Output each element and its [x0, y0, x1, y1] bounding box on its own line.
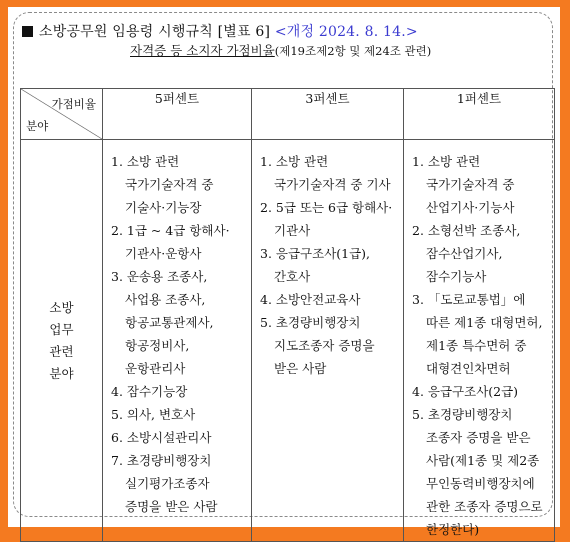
field-label: 소방 업무 관련 분야: [49, 299, 74, 381]
list-item: 3. 「도로교통법」에 따른 제1종 대형면허, 제1종 특수면허 중 대형견인차면허: [412, 292, 543, 376]
list-5pct: [103, 140, 251, 518]
document-page: [8, 7, 560, 537]
subtitle-reference: (제19조제2항 및 제24조 관련): [274, 44, 432, 58]
list-item: 3. 응급구조사(1급), 간호사: [260, 246, 371, 284]
table-row: [21, 140, 555, 542]
list-item: 2. 소형선박 조종사, 잠수산업기사, 잠수기능사: [412, 223, 521, 284]
cell-5pct: [103, 140, 252, 542]
list-item: 1. 소방 관련 국가기술자격 중 기술사·기능장: [111, 154, 214, 215]
title-text: 소방공무원 임용령 시행규칙 [별표 6]: [39, 24, 271, 40]
bonus-ratio-table: [20, 88, 555, 542]
list-item: 7. 초경량비행장치 실기평가조종자 증명을 받은 사람: [111, 453, 218, 514]
list-item: 4. 응급구조사(2급): [412, 384, 519, 399]
list-item: 1. 소방 관련 국가기술자격 중 기사: [260, 154, 391, 192]
list-item: 4. 잠수기능장: [111, 384, 188, 399]
corner-label-ratio: 가점비율: [51, 97, 96, 111]
list-item: 6. 소방시설관리사: [111, 430, 212, 445]
document-subtitle: [130, 41, 431, 59]
field-label-cell: [21, 140, 103, 542]
subtitle-text: 자격증 등 소지자 가점비율: [130, 43, 275, 58]
list-3pct: [252, 140, 403, 380]
column-header-3pct: 3퍼센트: [252, 89, 404, 140]
list-item: 2. 5급 또는 6급 항해사·기관사: [260, 200, 393, 238]
revision-date: <개정 2024. 8. 14.>: [274, 24, 418, 40]
table-header-row: [21, 89, 555, 140]
column-header-1pct: 1퍼센트: [404, 89, 555, 140]
document-title: [22, 21, 418, 41]
list-item: 5. 의사, 변호사: [111, 407, 196, 422]
list-item: 5. 초경량비행장치 지도조종자 증명을 받은 사람: [260, 315, 375, 376]
list-item: 1. 소방 관련 국가기술자격 중 산업기사·기능사: [412, 154, 515, 215]
cell-3pct: [252, 140, 404, 542]
list-item: 2. 1급 ~ 4급 항해사·기관사·운항사: [111, 223, 230, 261]
column-header-5pct: 5퍼센트: [103, 89, 252, 140]
list-1pct: [404, 140, 554, 541]
cell-1pct: [404, 140, 555, 542]
black-square-icon: [22, 26, 33, 37]
corner-header-cell: [21, 89, 103, 140]
list-item: 5. 초경량비행장치 조종자 증명을 받은 사람(제1종 및 제2종 무인동력비행장치에 관한 조종자 증명으로 한정한다): [412, 407, 543, 537]
corner-label-field: 분야: [26, 119, 49, 133]
list-item: 3. 운송용 조종사, 사업용 조종사, 항공교통관제사, 항공정비사, 운항관리사: [111, 269, 214, 376]
list-item: 4. 소방안전교육사: [260, 292, 361, 307]
